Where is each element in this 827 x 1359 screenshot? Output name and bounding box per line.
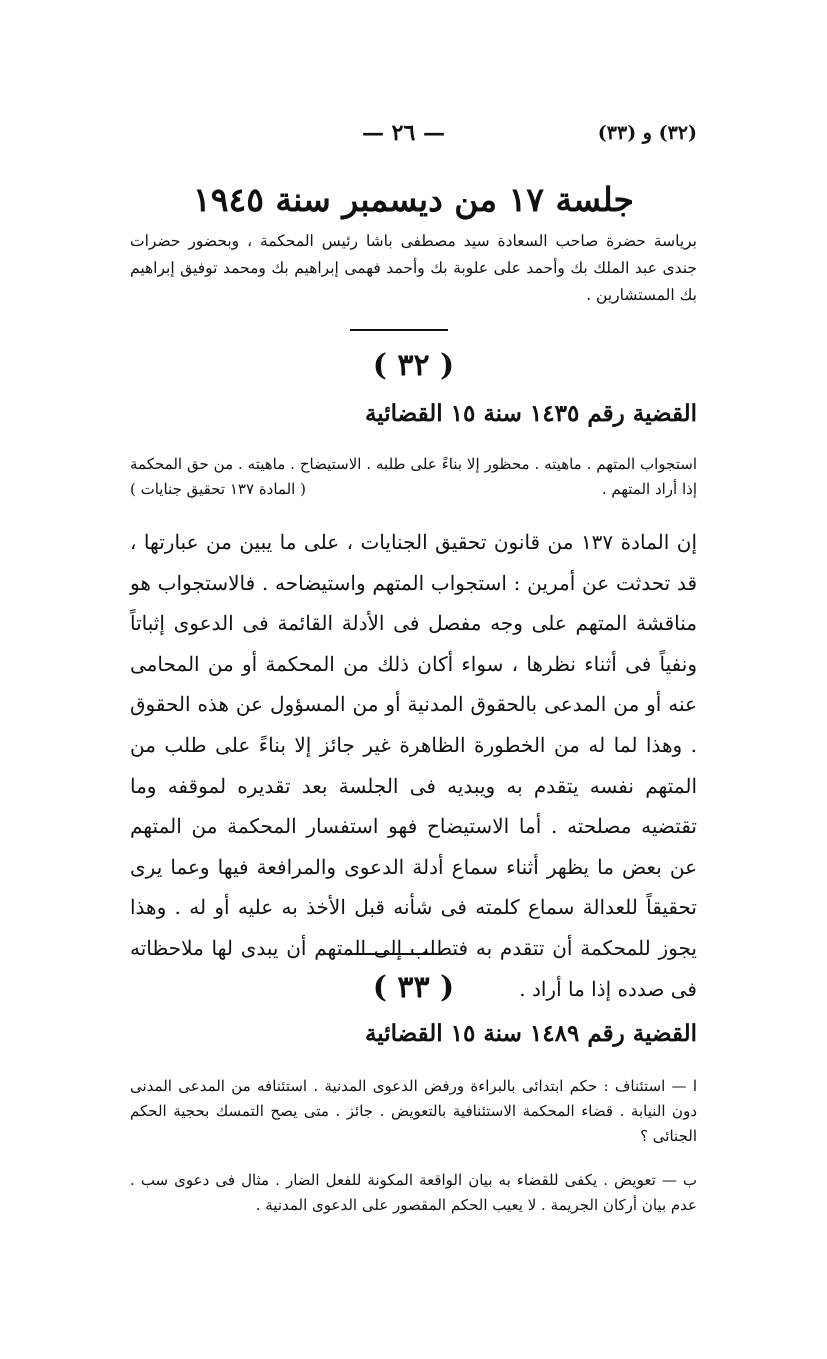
case-32-title: القضية رقم ١٤٣٥ سنة ١٥ القضائية xyxy=(364,400,697,427)
section-divider xyxy=(348,953,442,955)
case-32-body: إن المادة ١٣٧ من قانون تحقيق الجنايات ، على ما يبين من عبارتها ، قد تحدثت عن أمرين : استجواب المتهم واستيضاحه . فالاستجواب هو مناقشة المتهم على وجه مفصل فى الأدلة القائمة فى الدعوى إثباتاً ونفياً فى أثناء نظرها ، سواء أكان ذلك من المحكمة أو من المحامى عنه أو من المدعى بالحقوق المدنية أو من المسؤول عن هذه الحقوق . وهذا لما له من الخطورة الظاهرة غير جائز إلا بناءً على طلب من المتهم نفسه يتقدم به ويبديه فى الجلسة بعد تقديره لموقفه وما تقتضيه مصلحته . أما الاستيضاح فهو استفسار المحكمة من المتهم عن بعض ما يظهر أثناء سماع أدلة الدعوى والمرافعة فيها وعما يرى تحقيقاً للعدالة سماع كلمته فى شأنه قبل الأخذ به عليه أو له . وهذا يجوز للمحكمة أن تتقدم به فتطلب إلى المتهم أن يبدى لها ملاحظاته فى صدده إذا ما أراد . xyxy=(130,530,698,1001)
case-32-number: ( ٣٢ ) xyxy=(372,348,455,383)
case-33-number: ( ٣٣ ) xyxy=(372,970,455,1005)
case-32-headnote-text: استجواب المتهم . ماهيته . محظور إلا بناءً على طلبه . الاستيضاح . ماهيته . من حق المحكمة إذا أراد المتهم . xyxy=(130,455,697,498)
running-head xyxy=(110,118,697,152)
case-33-title: القضية رقم ١٤٨٩ سنة ١٥ القضائية xyxy=(364,1020,697,1047)
case-32-headnote-ref: ( المادة ١٣٧ تحقيق جنايات ) xyxy=(130,480,306,498)
case-32-headnote xyxy=(130,452,697,502)
session-presidency: برياسة حضرة صاحب السعادة سيد مصطفى باشا رئيس المحكمة ، وبحضور حضرات جندى عبد الملك بك وأحمد على علوبة بك وأحمد فهمى إبراهيم بك ومحمد توفيق إبراهيم بك المستشارين . xyxy=(130,232,697,304)
section-divider xyxy=(350,329,448,331)
session-title: جلسة ١٧ من ديسمبر سنة ١٩٤٥ xyxy=(193,180,634,219)
case-33-headnote-a: ا — استئناف : حكم ابتدائى بالبراءة ورفض الدعوى المدنية . استئنافه من المدعى المدنى دون النيابة . قضاء المحكمة الاستئنافية بالتعويض . جائز . متى يصح التمسك بحجية الحكم الجنائى ؟ xyxy=(130,1077,697,1145)
page-number: — ٢٦ — xyxy=(362,120,445,146)
running-head-case-ref: (٣٢) و (٣٣) xyxy=(597,122,697,144)
case-33-headnote-b: ب — تعويض . يكفى للقضاء به بيان الواقعة المكونة للفعل الضار . مثال فى دعوى سب . عدم بيان أركان الجريمة . لا يعيب الحكم المقصور على الدعوى المدنية . xyxy=(130,1171,697,1214)
